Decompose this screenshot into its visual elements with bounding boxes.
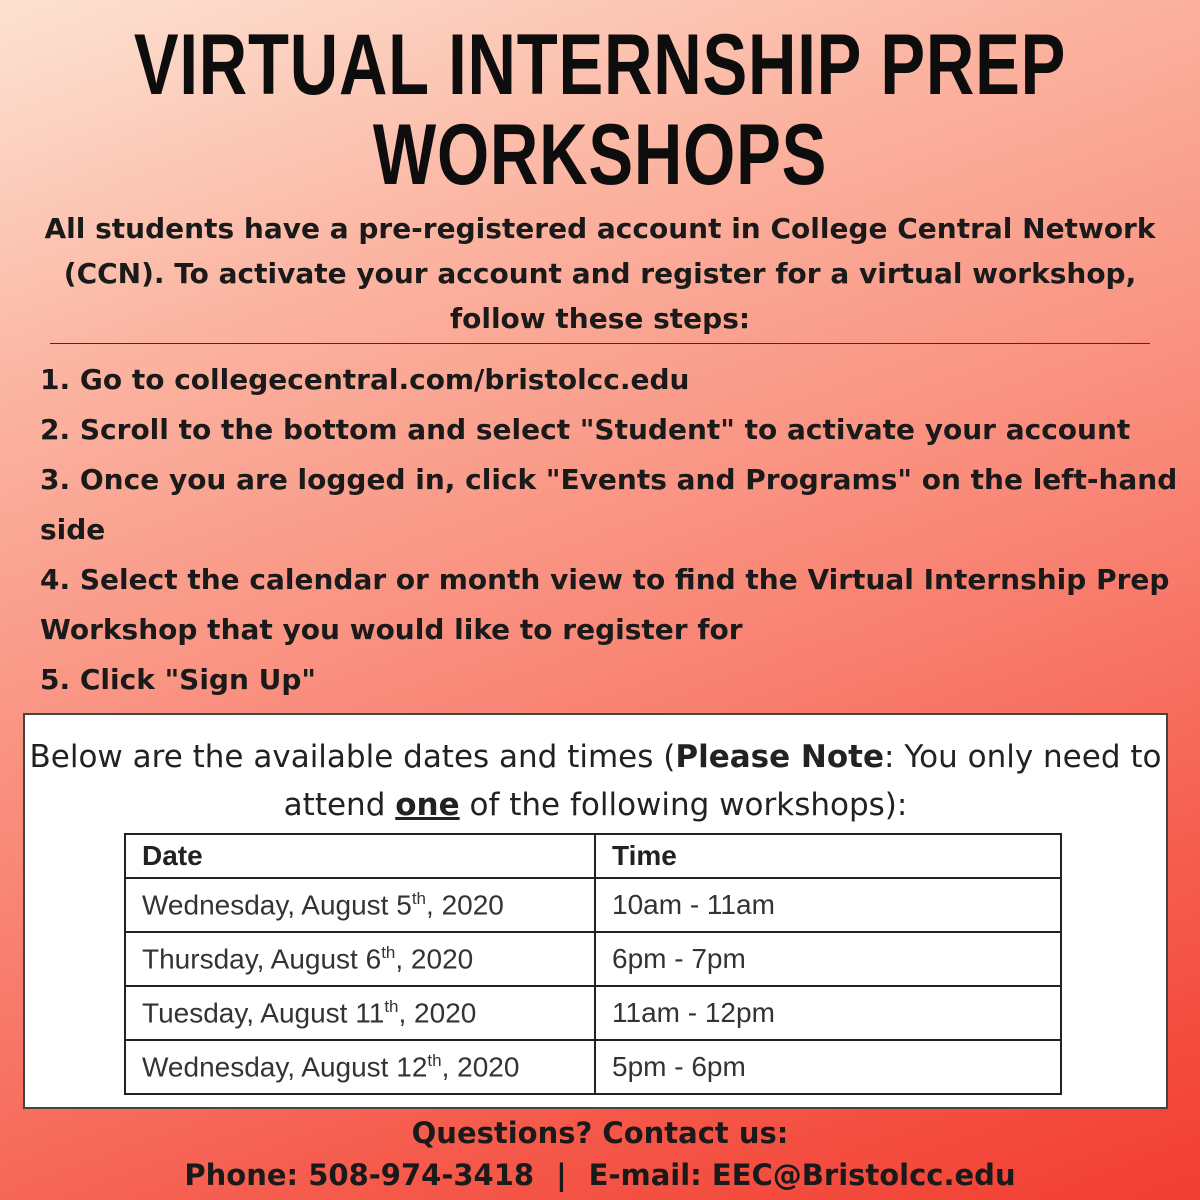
note-prefix: Below are the available dates and times (	[29, 739, 676, 775]
contact-email[interactable]: E-mail: EEC@Bristolcc.edu	[588, 1158, 1016, 1192]
date-year: , 2020	[426, 889, 504, 921]
time-cell: 10am - 11am	[595, 878, 1061, 932]
table-row	[125, 986, 1061, 1040]
date-text: Wednesday, August 12	[142, 1051, 428, 1083]
intro-line-2: (CCN). To activate your account and register for a virtual workshop,	[63, 257, 1137, 290]
date-text: Wednesday, August 5	[142, 889, 412, 921]
step-item: 4. Select the calendar or month view to find the Virtual Internship Prep Workshop that you would like to register for	[40, 563, 1170, 646]
note-underlined: one	[395, 787, 460, 823]
note-suffix: of the following workshops):	[459, 787, 908, 823]
note-middle: : You only need to attend	[283, 739, 1162, 823]
contact-separator: |	[556, 1158, 567, 1192]
page-title	[132, 17, 1068, 203]
header-date: Date	[125, 834, 595, 878]
contact-line	[0, 1154, 1200, 1196]
date-year: , 2020	[395, 943, 474, 975]
contact-heading: Questions? Contact us:	[411, 1116, 789, 1150]
divider	[50, 343, 1150, 344]
table-row	[125, 878, 1061, 932]
date-cell	[125, 932, 595, 986]
intro-text	[10, 206, 1190, 341]
date-suffix: th	[381, 942, 396, 962]
date-cell	[125, 986, 595, 1040]
table-row	[125, 1040, 1061, 1094]
date-cell	[125, 1040, 595, 1094]
intro-line-1: All students have a pre-registered account in College Central Network	[44, 212, 1156, 245]
date-year: , 2020	[398, 997, 477, 1029]
table-header-row	[125, 834, 1061, 878]
date-text: Tuesday, August 11	[142, 997, 385, 1029]
table-row	[125, 932, 1061, 986]
date-suffix: th	[427, 1050, 442, 1070]
date-suffix: th	[384, 996, 399, 1016]
step-item: 1. Go to collegecentral.com/bristolcc.edu	[40, 363, 690, 396]
time-cell: 5pm - 6pm	[595, 1040, 1061, 1094]
step-item: 2. Scroll to the bottom and select "Student" to activate your account	[40, 413, 1131, 446]
time-cell: 6pm - 7pm	[595, 932, 1061, 986]
contact-phone[interactable]: Phone: 508-974-3418	[184, 1158, 535, 1192]
schedule-note	[25, 733, 1166, 829]
steps-list	[40, 355, 1180, 705]
date-suffix: th	[411, 888, 427, 908]
intro-line-3: follow these steps:	[449, 302, 751, 335]
date-text: Thursday, August 6	[142, 943, 382, 975]
date-cell	[125, 878, 595, 932]
schedule-panel	[23, 713, 1168, 1109]
contact-info	[0, 1112, 1200, 1196]
note-bold: Please Note	[675, 739, 885, 775]
step-item: 3. Once you are logged in, click "Events and Programs" on the left-hand side	[40, 463, 1178, 546]
time-cell: 11am - 12pm	[595, 986, 1061, 1040]
schedule-table	[124, 833, 1062, 1095]
header-time: Time	[595, 834, 1061, 878]
step-item: 5. Click "Sign Up"	[40, 663, 317, 696]
title-line-2: WORKSHOPS	[372, 107, 828, 203]
date-year: , 2020	[441, 1051, 520, 1083]
title-line-1: VIRTUAL INTERNSHIP PREP	[133, 17, 1067, 113]
